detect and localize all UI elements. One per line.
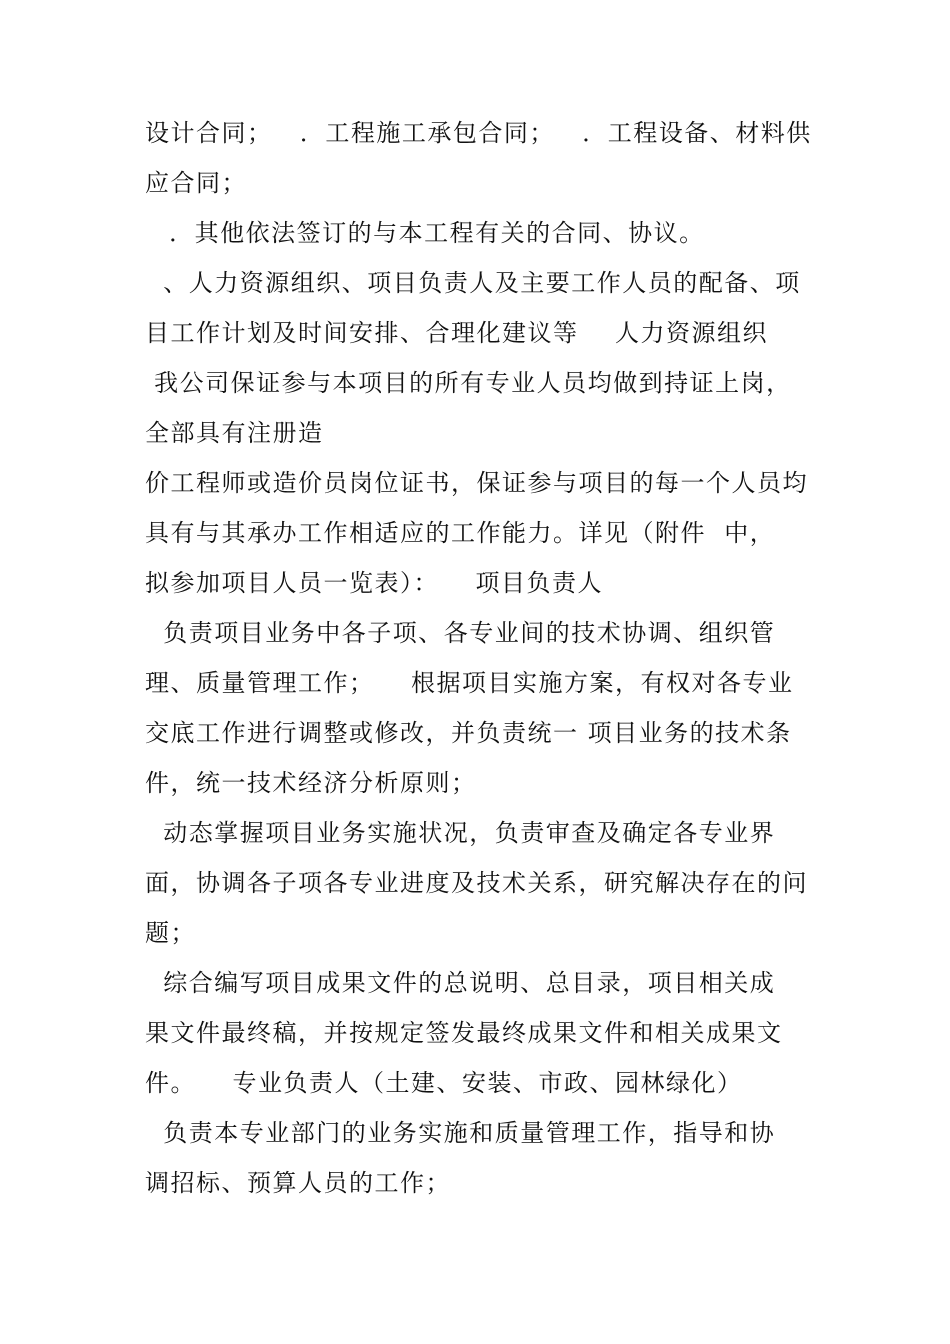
section-heading: 目工作计划及时间安排、合理化建议等 人力资源组织 — [145, 319, 769, 347]
text-line: 调招标、预算人员的工作； — [145, 1169, 451, 1197]
text-line: 理、质量管理工作； 根据项目实施方案，有权对各专业 — [145, 669, 794, 697]
text-line: 拟参加项目人员一览表）： 项目负责人 — [145, 569, 604, 597]
text-line: 件。 专业负责人（土建、安装、市政、园林绿化） — [145, 1069, 743, 1097]
text-line: 全部具有注册造 — [145, 419, 324, 447]
text-line: 我公司保证参与本项目的所有专业人员均做到持证上岗， — [145, 369, 792, 397]
text-line: 价工程师或造价员岗位证书，保证参与项目的每一个人员均 — [145, 469, 808, 497]
text-line: 负责项目业务中各子项、各专业间的技术协调、组织管 — [145, 619, 776, 647]
text-line: 件，统一技术经济分析原则； — [145, 769, 477, 797]
text-line: 负责本专业部门的业务实施和质量管理工作，指导和协 — [145, 1119, 776, 1147]
text-line: 具有与其承办工作相适应的工作能力。详见（附件 中， — [145, 519, 776, 547]
section-heading: 、人力资源组织、项目负责人及主要工作人员的配备、项 — [145, 269, 801, 297]
text-line: 综合编写项目成果文件的总说明、总目录，项目相关成 — [145, 969, 776, 997]
text-line: 交底工作进行调整或修改，并负责统一 项目业务的技术条 — [145, 719, 792, 747]
text-line: 设计合同； ．工程施工承包合同； ．工程设备、材料供 — [145, 119, 812, 147]
text-line: 果文件最终稿，并按规定签发最终成果文件和相关成果文 — [145, 1019, 783, 1047]
text-line: 题； — [145, 919, 196, 947]
text-line: 面，协调各子项各专业进度及技术关系，研究解决存在的问 — [145, 869, 808, 897]
text-line: ．其他依法签订的与本工程有关的合同、协议。 — [160, 219, 705, 247]
text-line: 动态掌握项目业务实施状况，负责审查及确定各专业界 — [145, 819, 776, 847]
text-line: 应合同； — [145, 169, 247, 197]
